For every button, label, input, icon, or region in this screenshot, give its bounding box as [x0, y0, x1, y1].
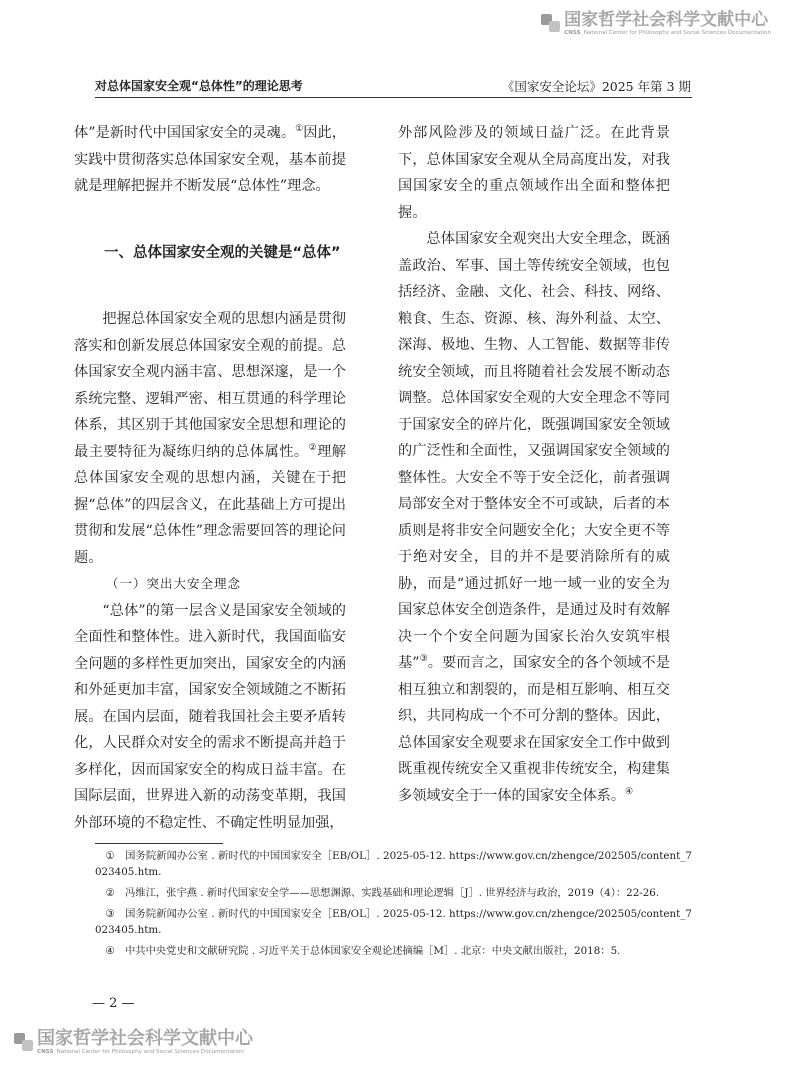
logo-chinese-name: 国家哲学社会科学文献中心 — [564, 10, 769, 30]
logo-mark-icon — [541, 14, 561, 34]
paragraph: 把握总体国家安全观的思想内涵是贯彻落实和创新发展总体国家安全观的前提。总体国家安全观内涵丰富、思想深邃，是一个系统完整、逻辑严密、相互贯通的科学理论体系，其区别于其他国家安全思想和理论的最主要特征为凝练归纳的总体属性。②理解总体国家安全观的思想内涵，关键在于把握“总体”的四层含义，在此基础上方可提出贯彻和发展“总体性”理念需要回答的理论问题。 — [74, 311, 346, 566]
logo-abbreviation: CNSS — [37, 1049, 54, 1055]
paragraph: 体”是新时代中国国家安全的灵魂。①因此，实践中贯彻落实总体国家安全观，基本前提就是理解把握并不断发展“总体性”理念。 — [74, 124, 346, 194]
paragraph: 总体国家安全观突出大安全理念，既涵盖政治、军事、国土等传统安全领域，也包括经济、金融、文化、社会、科技、网络、粮食、生态、资源、核、海外利益、太空、深海、极地、生物、人工智能、数据等非传统安全领域，而且将随着社会发展不断动态调整。总体国家安全观的大安全理念不等同于国家安全的碎片化，既强调国家安全领域的广泛性和全面性，又强调国家安全领域的整体性。大安全不等于安全泛化，前者强调局部安全对于整体安全不可或缺，后者的本质则是将非安全问题安全化；大安全更不等于绝对安全，目的并不是要消除所有的威胁，而是“通过抓好一地一域一业的安全为国家总体安全创造条件，是通过及时有效解决一个个安全问题为国家长治久安筑牢根基”③。要而言之，国家安全的各个领域不是相互独立和割裂的，而是相互影响、相互交织，共同构成一个不可分割的整体。因此，总体国家安全观要求在国家安全工作中做到既重视传统安全又重视非传统安全，构建集多领域安全于一体的国家安全体系。④ — [398, 231, 670, 804]
footnote-ref-2[interactable]: ② — [308, 442, 318, 453]
paragraph: “总体”的第一层含义是国家安全领域的全面性和整体性。进入新时代，我国面临安全问题的多样性更加突出，国家安全的内涵和外延更加丰富，国家安全领域随之不断拓展。在国内层面，随着我国社会主要矛盾转化，人民群众对安全的需求不断提高并趋于多样化，因而国家安全的构成日益丰富。在国际层面，世界进入新的动荡变革期，我国外部环境的不稳定性、不确定性明显加强， — [74, 602, 346, 831]
logo-english-name: National Center for Philosophy and Social Sciences Documentation — [583, 30, 771, 36]
section-heading: 一、总体国家安全观的关键是“总体” — [104, 244, 341, 261]
footnote: ③ 国务院新闻办公室 . 新时代的中国国家安全［EB/OL］. 2025-05-12. https://www.gov.cn/zhengce/202505/content_7023405.htm. — [95, 908, 692, 936]
paragraph: 外部风险涉及的领域日益广泛。在此背景下，总体国家安全观从全局高度出发，对我国国家安全的重点领域作出全面和整体把握。 — [398, 125, 670, 221]
footnote: ① 国务院新闻办公室 . 新时代的中国国家安全［EB/OL］. 2025-05-12. https://www.gov.cn/zhengce/202505/content_7023405.htm. — [95, 850, 692, 878]
running-title: 对总体国家安全观“总体性”的理论思考 — [95, 79, 303, 93]
logo-chinese-name: 国家哲学社会科学文献中心 — [37, 1028, 253, 1049]
footnote-rule — [95, 843, 223, 844]
footnote-ref-3[interactable]: ③ — [419, 654, 428, 664]
publisher-logo-top — [541, 12, 771, 37]
logo-abbreviation: CNSS — [564, 30, 581, 36]
subsection-heading: （一）突出大安全理念 — [106, 576, 242, 591]
left-column — [74, 120, 346, 836]
logo-mark-icon — [14, 1033, 34, 1053]
footnotes — [95, 848, 692, 964]
page-number: — 2 — — [92, 996, 135, 1011]
publisher-logo-bottom — [14, 1030, 253, 1056]
right-column — [398, 120, 670, 809]
logo-english-name: National Center for Philosophy and Social Sciences Documentation — [56, 1049, 244, 1055]
footnote-ref-4[interactable]: ④ — [625, 786, 634, 797]
footnote: ② 冯维江，张宇燕 . 新时代国家安全学——思想渊源、实践基础和理论逻辑［J］. 世界经济与政治，2019（4）：22-26. — [105, 887, 660, 899]
footnote-ref-1[interactable]: ① — [295, 124, 304, 134]
journal-issue: 《国家安全论坛》2025 年第 3 期 — [501, 79, 691, 94]
footnote: ④ 中共中央党史和文献研究院 . 习近平关于总体国家安全观论述摘编［M］. 北京：中央文献出版社，2018：5. — [105, 945, 621, 957]
header-rule — [95, 97, 692, 98]
